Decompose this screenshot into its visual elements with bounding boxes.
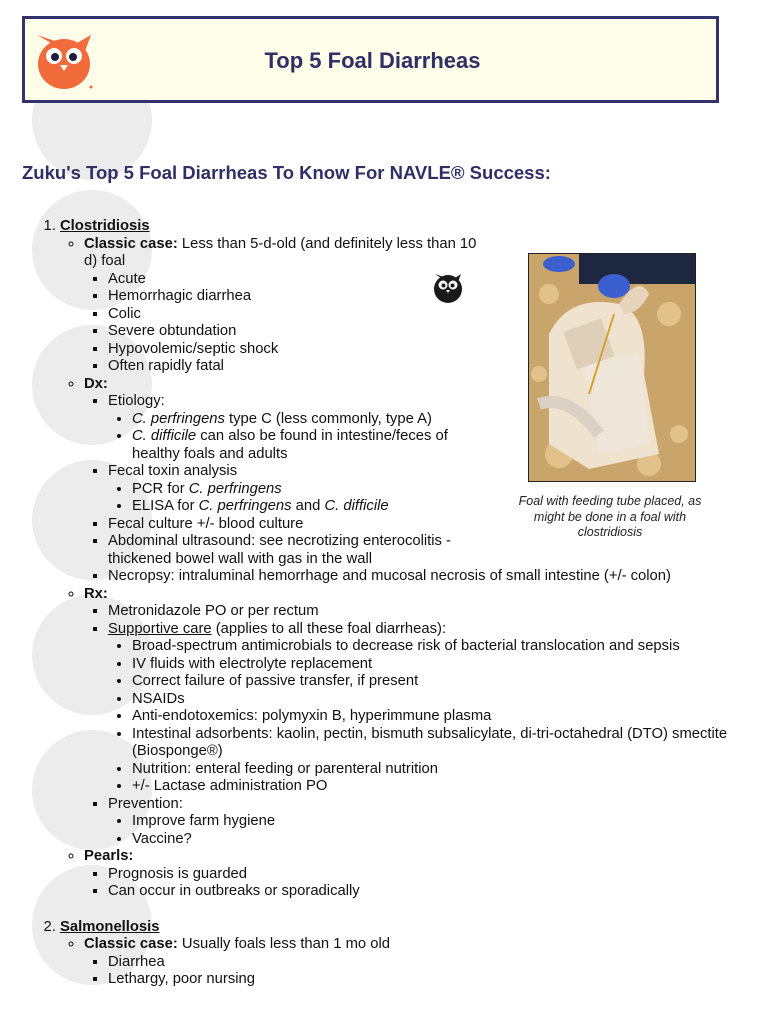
organism-name: C. difficile bbox=[132, 428, 197, 444]
list-item: ▪ Diarrhea bbox=[108, 954, 740, 972]
list-item: ▪ Colic bbox=[108, 306, 482, 324]
foal-feeding-tube-photo bbox=[528, 253, 696, 482]
item-text: type C (less commonly, type A) bbox=[224, 410, 432, 427]
classic-case bbox=[84, 936, 740, 989]
pearls-section bbox=[84, 848, 740, 901]
section-title: Clostridiosis bbox=[60, 218, 150, 234]
organism-name: C. perfringens bbox=[132, 410, 225, 427]
list-item: ▪ Acute bbox=[108, 271, 482, 289]
list-item bbox=[132, 428, 462, 463]
list-item: • Vaccine? bbox=[132, 831, 740, 849]
classic-case-text: Usually foals less than 1 mo old bbox=[181, 936, 390, 952]
rx-label: Rx: bbox=[84, 585, 108, 602]
list-item: • Improve farm hygiene bbox=[132, 813, 740, 831]
list-item: • Anti-endotoxemics: polymyxin B, hyperimmune plasma bbox=[132, 708, 740, 726]
organism-name: C. perfringens bbox=[198, 498, 292, 514]
list-item: ▪ Severe obtundation bbox=[108, 323, 482, 341]
list-item: ▪ Hemorrhagic diarrhea bbox=[108, 288, 482, 306]
list-item: • Correct failure of passive transfer, if present bbox=[132, 673, 740, 691]
etiology-label: Etiology: bbox=[108, 393, 165, 409]
list-item: • IV fluids with electrolyte replacement bbox=[132, 656, 740, 674]
list-item: • +/- Lactase administration PO bbox=[132, 778, 740, 796]
list-item bbox=[132, 411, 506, 429]
list-item: ▪ Fecal culture +/- blood culture bbox=[108, 516, 740, 534]
list-item: ▪ Can occur in outbreaks or sporadically bbox=[108, 883, 740, 901]
item-text: PCR for bbox=[132, 480, 189, 497]
section-salmonellosis bbox=[60, 919, 740, 989]
list-item: ▪ Prognosis is guarded bbox=[108, 866, 740, 884]
item-text: and bbox=[291, 498, 325, 514]
list-item: ▪ Hypovolemic/septic shock bbox=[108, 341, 482, 359]
list-item bbox=[108, 621, 740, 796]
list-item: ▪ Often rapidly fatal bbox=[108, 358, 482, 376]
list-item bbox=[108, 796, 740, 849]
list-item: • Nutrition: enteral feeding or parenteral nutrition bbox=[132, 761, 740, 779]
section-subtitle: Zuku's Top 5 Foal Diarrheas To Know For NAVLE® Success: bbox=[22, 162, 551, 183]
pearls-label: Pearls: bbox=[84, 848, 134, 864]
item-text: can also be found in intestine/feces of healthy foals and adults bbox=[132, 428, 448, 462]
page-header bbox=[22, 16, 719, 103]
list-item: ▪ Abdominal ultrasound: see necrotizing enterocolitis - thickened bowel wall with gas in the wall bbox=[108, 533, 463, 568]
list-item bbox=[108, 393, 506, 463]
foal-figure bbox=[505, 253, 715, 541]
list-item: ▪ Metronidazole PO or per rectum bbox=[108, 603, 740, 621]
list-item: ▪ Necropsy: intraluminal hemorrhage and mucosal necrosis of small intestine (+/- colon) bbox=[108, 568, 740, 586]
owl-mascot-icon bbox=[432, 270, 464, 304]
rx-section bbox=[84, 586, 740, 849]
organism-name: C. difficile bbox=[324, 498, 389, 514]
supportive-care-link[interactable]: Supportive care bbox=[108, 620, 212, 637]
section-title: Salmonellosis bbox=[60, 918, 160, 935]
figure-caption: Foal with feeding tube placed, as might be done in a foal with clostridiosis bbox=[518, 494, 702, 539]
item-text: Fecal toxin analysis bbox=[108, 463, 238, 479]
item-text: (applies to all these foal diarrheas): bbox=[211, 620, 447, 637]
item-text: ELISA for bbox=[132, 498, 199, 514]
classic-case-label: Classic case: bbox=[84, 936, 178, 952]
dx-label: Dx: bbox=[84, 375, 108, 392]
prevention-label: Prevention: bbox=[108, 795, 183, 812]
list-item: • Broad-spectrum antimicrobials to decrease risk of bacterial translocation and sepsis bbox=[132, 638, 740, 656]
classic-case-text: Less than 5-d-old (and definitely less than 10 d) foal bbox=[84, 235, 477, 269]
list-item: • NSAIDs bbox=[132, 691, 740, 709]
list-item: • Intestinal adsorbents: kaolin, pectin, bismuth subsalicylate, di-tri-octahedral (DTO) smectite (Biosponge®) bbox=[132, 726, 740, 761]
organism-name: C. perfringens bbox=[188, 480, 282, 497]
classic-case-label: Classic case: bbox=[84, 235, 178, 252]
list-item: ▪ Lethargy, poor nursing bbox=[108, 971, 740, 989]
classic-case bbox=[84, 236, 482, 376]
page-title: Top 5 Foal Diarrheas bbox=[264, 48, 481, 73]
